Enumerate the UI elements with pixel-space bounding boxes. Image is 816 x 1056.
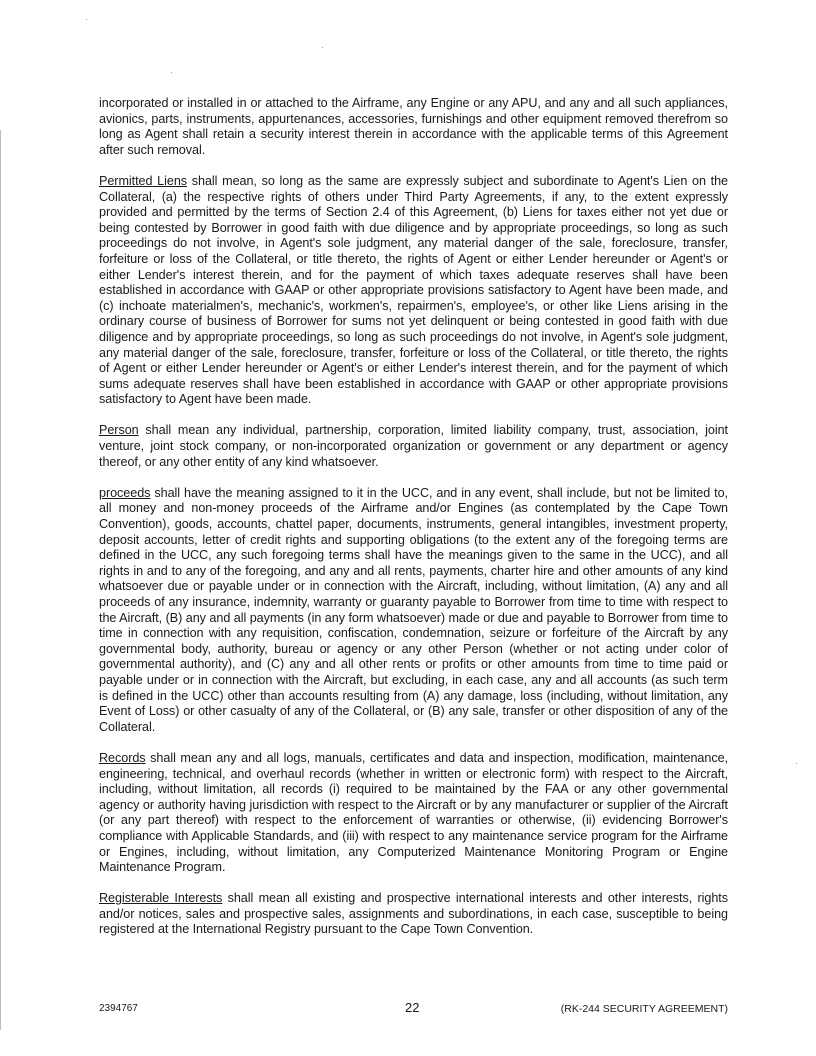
definition-text: shall mean, so long as the same are expressly subject and subordinate to Agent's Lien on the Collateral, (a) the respective rights of others under Third Party Agreements, if any, to the extent expressly provided and permitted by the terms of Section 2.4 of this Agreement, (b) Liens for taxes either not yet due or being contested by Borrower in good faith with due diligence and by appropriate proceedings, so long as such proceedings do not involve, in Agent's sole judgment, any material danger of the sale, foreclosure, transfer, forfeiture or loss of the Collateral, or title thereto, the rights of Agent or either Lender hereunder or Agent's or either Lender's interest therein, and for the payment of which taxes adequate reserves shall have been established in accordance with GAAP or other appropriate provisions satisfactory to Agent have been made, and (c) inchoate materialmen's, mechanic's, workmen's, repairmen's, employee's, or other like Liens arising in the ordinary course of business of Borrower for sums not yet delinquent or being contested in good faith with due diligence and by appropriate proceedings, so long as such proceedings do not involve, in Agent's sole judgment, any material danger of the sale, foreclosure, transfer, forfeiture or loss of the Collateral, or title thereto, the rights of Agent or either Lender hereunder or Agent's or either Lender's interest therein, and for the payment of which sums adequate reserves shall have been established in accordance with GAAP or other appropriate provisions satisfactory to Agent have been made.: [99, 173, 728, 407]
definition-proceeds: [99, 486, 728, 736]
scan-speck: [171, 72, 172, 73]
definition-text: shall mean any individual, partnership, corporation, limited liability company, trust, association, joint venture, joint stock company, or non-incorporated organization or government or any department or agency thereof, or any other entity of any kind whatsoever.: [99, 423, 728, 469]
page-number: 22: [405, 1000, 420, 1015]
scan-edge-line: [0, 130, 1, 1030]
paragraph-text: incorporated or installed in or attached to the Airframe, any Engine or any APU, and any and all such appliances, avionics, parts, instruments, appurtenances, accessories, furnishings and other equipment removed therefrom so long as Agent shall retain a security interest therein in accordance with the applicable terms of this Agreement after such removal.: [99, 96, 728, 157]
definition-text: shall have the meaning assigned to it in the UCC, and in any event, shall include, but not be limited to, all money and non-money proceeds of the Airframe and/or Engines (as contemplated by the Cape Town Convention), goods, accounts, chattel paper, documents, instruments, general intangibles, investment property, deposit accounts, letter of credit rights and supporting obligations (to the extent any of the foregoing terms are defined in the UCC, any such foregoing terms shall have the meanings given to the same in the UCC), and all rights in and to any of the foregoing, and any and all rents, payments, charter hire and other amounts of any kind whatsoever due or payable under or in connection with the Aircraft, including, without limitation, (A) any and all proceeds of any insurance, indemnity, warranty or guaranty payable to Borrower from time to time with respect to the Aircraft, (B) any and all payments (in any form whatsoever) made or due and payable to Borrower from time to time in connection with any requisition, confiscation, condemnation, seizure or forfeiture of the Aircraft by any governmental body, authority, bureau or agency or any other Person (whether or not acting under color of governmental authority), and (C) any and all other rents or profits or other amounts from time to time paid or payable under or in connection with the Aircraft, but excluding, in each case, any and all accounts (as such term is defined in the UCC) other than accounts resulting from (A) any damage, loss (including, without limitation, any Event of Loss) or other casualty of any of the Collateral, or (B) any sale, transfer or other disposition of any of the Collateral.: [99, 485, 728, 734]
definition-person: [99, 423, 728, 470]
document-title: (RK-244 SECURITY AGREEMENT): [560, 1003, 728, 1015]
paragraph-continuation: [99, 96, 728, 158]
definition-records: [99, 751, 728, 876]
scan-speck: [322, 47, 323, 48]
definition-text: shall mean all existing and prospective international interests and other interests, rights and/or notices, sales and prospective sales, assignments and subordinations, in each case, susceptible to being registered at the International Registry pursuant to the Cape Town Convention.: [99, 891, 729, 937]
page-footer: [99, 1000, 728, 1020]
defined-term: Permitted Liens: [99, 173, 188, 188]
document-id: 2394767: [99, 1003, 138, 1014]
defined-term: Registerable Interests: [99, 891, 223, 906]
definition-permitted-liens: [99, 174, 728, 408]
scan-speck: [796, 763, 797, 764]
defined-term: proceeds: [99, 485, 151, 500]
scan-speck: [86, 19, 87, 20]
defined-term: Person: [99, 423, 139, 438]
defined-term: Records: [99, 750, 146, 765]
document-body: [99, 96, 728, 954]
definition-registerable-interests: [99, 891, 728, 938]
definition-text: shall mean any and all logs, manuals, certificates and data and inspection, modification, maintenance, engineering, technical, and overhaul records (whether in written or electronic form) with respect to the Aircraft, including, without limitation, all records (i) required to be maintained by the FAA or any other governmental agency or authority having jurisdiction with respect to the Aircraft or by any manufacturer or supplier of the Aircraft (or any part thereof) with respect to the enforcement of warranties or otherwise, (ii) evidencing Borrower's compliance with Applicable Standards, and (iii) with respect to any maintenance service program for the Airframe or Engines, including, without limitation, any Computerized Maintenance Monitoring Program or Engine Maintenance Program.: [99, 750, 728, 875]
